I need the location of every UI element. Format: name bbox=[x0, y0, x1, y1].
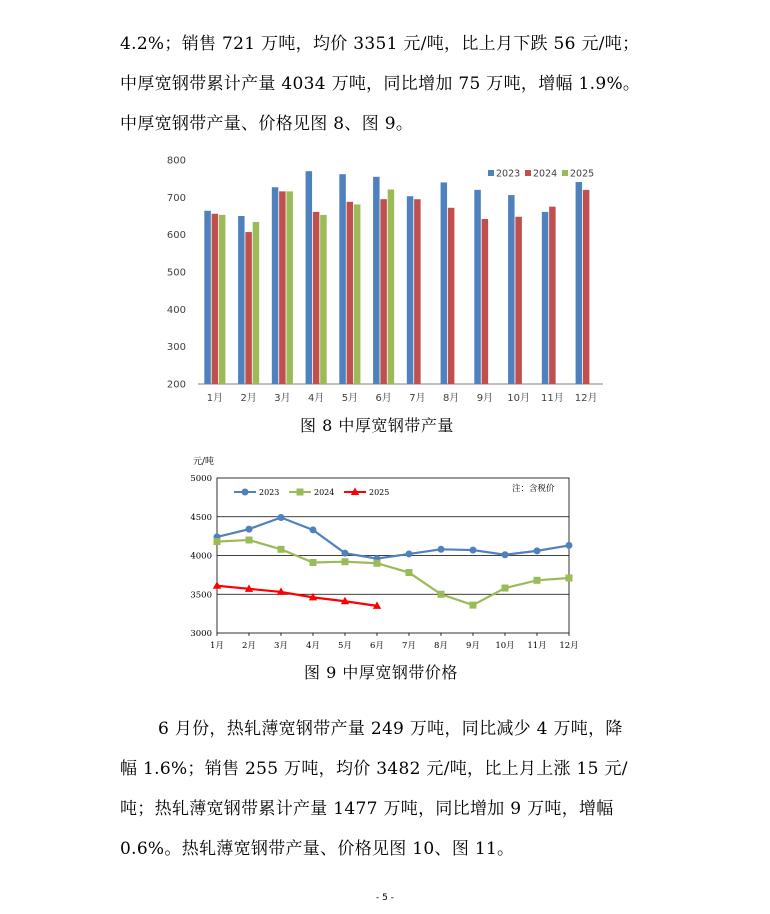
paragraph-line: 吨；热轧薄宽钢带累计产量 1477 万吨，同比增加 9 万吨，增幅 bbox=[120, 799, 614, 819]
x-tick-label: 4月 bbox=[306, 641, 320, 651]
y-axis-unit-label: 元/吨 bbox=[193, 457, 215, 467]
data-point-2023 bbox=[342, 550, 349, 557]
x-tick-label: 11月 bbox=[541, 393, 564, 404]
data-point-2024 bbox=[438, 591, 445, 598]
data-point-2023 bbox=[470, 547, 477, 554]
bar-2023 bbox=[576, 182, 583, 384]
data-point-2023 bbox=[246, 526, 253, 533]
paragraph-line: 中厚宽钢带产量、价格见图 8、图 9。 bbox=[120, 114, 414, 134]
legend-label-2023: 2023 bbox=[259, 488, 280, 497]
paragraph-line: 4.2%；销售 721 万吨，均价 3351 元/吨，比上月下跌 56 元/吨； bbox=[120, 34, 640, 54]
legend-label-2025: 2025 bbox=[369, 488, 390, 497]
x-tick-label: 5月 bbox=[341, 393, 359, 404]
bar-2023 bbox=[204, 211, 211, 384]
bar-2023 bbox=[373, 177, 380, 384]
legend-label-2024: 2024 bbox=[314, 488, 335, 497]
bar-2023 bbox=[306, 171, 313, 384]
data-point-2024 bbox=[470, 602, 477, 609]
x-tick-label: 8月 bbox=[442, 393, 460, 404]
y-tick-label: 500 bbox=[166, 267, 186, 279]
data-point-2023 bbox=[534, 547, 541, 554]
x-tick-label: 10月 bbox=[495, 641, 515, 651]
x-tick-label: 3月 bbox=[274, 641, 288, 651]
chart-note: 注：含税价 bbox=[512, 484, 555, 494]
series-line-2023 bbox=[217, 518, 569, 559]
data-point-2023 bbox=[566, 542, 573, 549]
bar-2025 bbox=[354, 204, 361, 384]
bar-2025 bbox=[388, 189, 395, 384]
paragraph-line: 幅 1.6%；销售 255 万吨，均价 3482 元/吨，比上月上涨 15 元/ bbox=[120, 759, 628, 779]
figure-9-caption: 图 9 中厚宽钢带价格 bbox=[304, 663, 458, 682]
x-tick-label: 9月 bbox=[476, 393, 494, 404]
bar-2025 bbox=[286, 191, 293, 384]
series-line-2025 bbox=[217, 586, 377, 606]
x-tick-label: 12月 bbox=[574, 393, 598, 404]
bar-2024 bbox=[515, 217, 522, 384]
y-tick-label: 700 bbox=[166, 192, 186, 204]
data-point-2024 bbox=[214, 538, 221, 545]
data-point-2024 bbox=[566, 574, 573, 581]
bar-2023 bbox=[474, 190, 481, 384]
figure-8-caption: 图 8 中厚宽钢带产量 bbox=[300, 416, 454, 435]
bar-2024 bbox=[212, 214, 219, 384]
x-tick-label: 12月 bbox=[559, 641, 579, 651]
data-point-2024 bbox=[502, 585, 509, 592]
series-line-2024 bbox=[217, 540, 569, 605]
data-point-2024 bbox=[278, 546, 285, 553]
y-tick-label: 600 bbox=[166, 230, 186, 242]
bar-2024 bbox=[279, 191, 286, 384]
y-tick-label: 300 bbox=[166, 342, 186, 354]
data-point-2024 bbox=[246, 537, 253, 544]
x-tick-label: 8月 bbox=[434, 641, 448, 651]
bar-2024 bbox=[414, 199, 421, 384]
legend-swatch-2023 bbox=[488, 170, 494, 176]
bar-2023 bbox=[407, 196, 414, 384]
x-tick-label: 4月 bbox=[307, 393, 325, 404]
bar-2025 bbox=[253, 222, 259, 384]
legend-marker-2023 bbox=[242, 489, 249, 496]
legend-label-2024: 2024 bbox=[533, 168, 558, 180]
data-point-2023 bbox=[406, 550, 413, 557]
legend-swatch-2025 bbox=[562, 170, 568, 176]
y-tick-label: 3500 bbox=[190, 590, 212, 601]
data-point-2024 bbox=[534, 577, 541, 584]
data-point-2023 bbox=[278, 514, 285, 521]
bar-2023 bbox=[272, 187, 279, 384]
bar-2024 bbox=[347, 202, 354, 384]
bar-2023 bbox=[542, 212, 549, 384]
x-tick-label: 5月 bbox=[338, 641, 352, 651]
data-point-2023 bbox=[502, 551, 509, 558]
x-tick-label: 1月 bbox=[210, 641, 224, 651]
y-tick-label: 800 bbox=[166, 155, 186, 167]
y-tick-label: 4500 bbox=[190, 512, 212, 523]
legend-marker-2024 bbox=[297, 489, 304, 496]
y-tick-label: 4000 bbox=[190, 551, 212, 562]
data-point-2024 bbox=[342, 558, 349, 565]
bar-2024 bbox=[583, 190, 590, 384]
x-tick-label: 2月 bbox=[242, 641, 256, 651]
page-number: - 5 - bbox=[376, 893, 394, 903]
bar-2024 bbox=[313, 212, 320, 384]
bar-2023 bbox=[238, 216, 245, 384]
y-tick-label: 3000 bbox=[190, 629, 212, 639]
bar-2024 bbox=[380, 199, 387, 384]
data-point-2024 bbox=[406, 569, 413, 576]
legend-label-2023: 2023 bbox=[496, 168, 521, 180]
legend-label-2025: 2025 bbox=[570, 168, 595, 180]
legend-swatch-2024 bbox=[525, 170, 531, 176]
x-tick-label: 7月 bbox=[409, 393, 426, 404]
y-tick-label: 5000 bbox=[190, 474, 212, 484]
data-point-2023 bbox=[310, 526, 317, 533]
bar-2023 bbox=[508, 195, 515, 384]
paragraph-line: 0.6%。热轧薄宽钢带产量、价格见图 10、图 11。 bbox=[120, 839, 515, 859]
y-tick-label: 400 bbox=[166, 304, 186, 316]
x-tick-label: 9月 bbox=[466, 641, 480, 651]
bar-2024 bbox=[448, 208, 455, 384]
x-tick-label: 11月 bbox=[527, 641, 547, 651]
bar-2024 bbox=[549, 207, 556, 384]
bar-2025 bbox=[320, 215, 327, 384]
data-point-2024 bbox=[310, 559, 317, 566]
x-tick-label: 6月 bbox=[370, 641, 384, 651]
bar-2023 bbox=[441, 182, 448, 384]
x-tick-label: 6月 bbox=[375, 393, 392, 404]
data-point-2023 bbox=[438, 546, 445, 553]
bar-2025 bbox=[219, 215, 226, 384]
price-line-chart bbox=[0, 450, 770, 660]
paragraph-line: 中厚宽钢带累计产量 4034 万吨，同比增加 75 万吨，增幅 1.9%。 bbox=[120, 74, 641, 94]
x-tick-label: 10月 bbox=[507, 393, 530, 404]
production-bar-chart bbox=[0, 150, 770, 405]
x-tick-label: 1月 bbox=[206, 393, 224, 404]
bar-2024 bbox=[245, 232, 252, 384]
data-point-2024 bbox=[374, 560, 381, 567]
bar-2024 bbox=[482, 219, 489, 384]
x-tick-label: 2月 bbox=[240, 393, 257, 404]
x-tick-label: 7月 bbox=[402, 641, 416, 651]
paragraph-line: 6 月份，热轧薄宽钢带产量 249 万吨，同比减少 4 万吨，降 bbox=[158, 719, 623, 739]
y-tick-label: 200 bbox=[166, 379, 186, 391]
bar-2023 bbox=[339, 174, 346, 384]
x-tick-label: 3月 bbox=[274, 393, 291, 404]
